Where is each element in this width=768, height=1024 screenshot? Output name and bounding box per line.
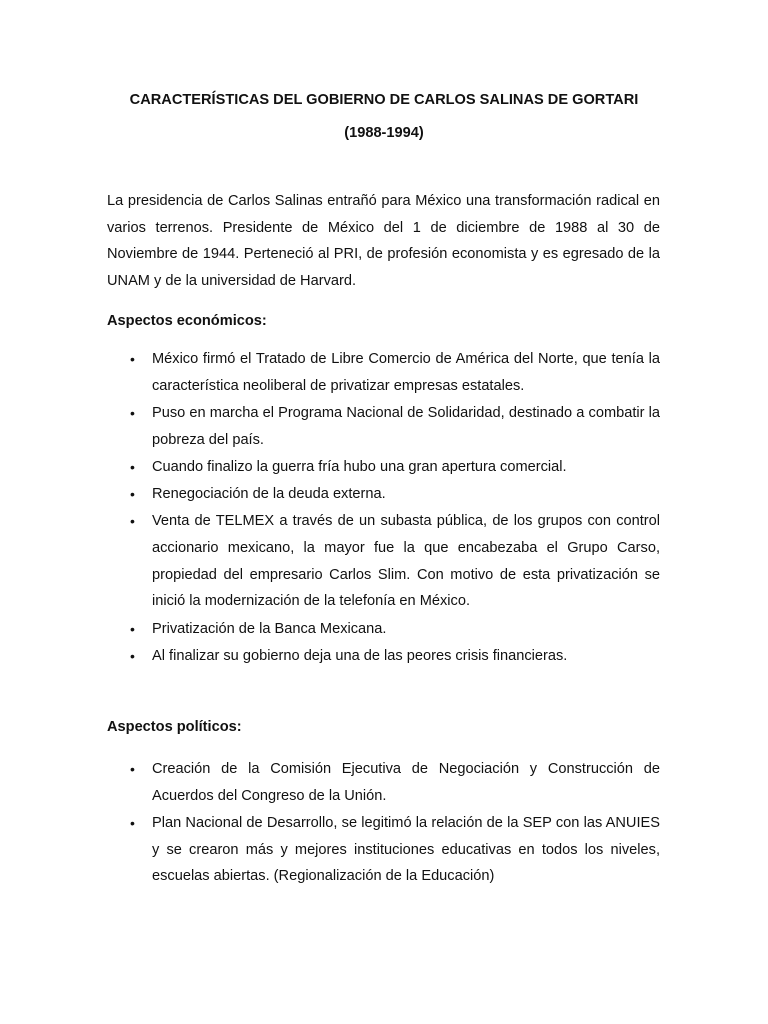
list-item (130, 508, 660, 615)
list-item (130, 346, 660, 399)
bullet-icon: • (130, 513, 135, 530)
bullet-icon: • (130, 404, 135, 421)
political-aspects-list (130, 756, 660, 891)
list-item (130, 454, 660, 481)
section-heading-economic: Aspectos económicos: (107, 313, 267, 329)
document-title: CARACTERÍSTICAS DEL GOBIERNO DE CARLOS SALINAS DE GORTARI (129, 92, 639, 108)
list-item (130, 756, 660, 809)
list-item-text: México firmó el Tratado de Libre Comercio de América del Norte, que tenía la característica neoliberal de privatizar empresas estatales. (152, 351, 660, 394)
list-item-text: Al finalizar su gobierno deja una de las peores crisis financieras. (152, 647, 568, 664)
list-item-text: Puso en marcha el Programa Nacional de Solidaridad, destinado a combatir la pobreza del país. (152, 404, 660, 448)
list-item-text: Plan Nacional de Desarrollo, se legitimó la relación de la SEP con las ANUIES y se crearon más y mejores instituciones educativas en todos los niveles, escuelas abiertas. (Regionalización de la Educación) (152, 814, 660, 885)
list-item-text: Renegociación de la deuda externa. (152, 486, 386, 503)
list-item (130, 481, 660, 508)
document-subtitle-years: (1988-1994) (344, 125, 424, 141)
bullet-icon: • (130, 647, 135, 664)
list-item-text: Privatización de la Banca Mexicana. (152, 620, 387, 637)
list-item (130, 400, 660, 453)
bullet-icon: • (130, 351, 135, 367)
section-heading-political: Aspectos políticos: (107, 719, 242, 735)
bullet-icon: • (130, 814, 135, 831)
list-item (130, 643, 660, 670)
list-item-text: Creación de la Comisión Ejecutiva de Negociación y Construcción de Acuerdos del Congreso de la Unión. (152, 761, 660, 804)
list-item-text: Cuando finalizo la guerra fría hubo una gran apertura comercial. (152, 458, 567, 475)
economic-aspects-list (130, 346, 660, 670)
bullet-icon: • (130, 620, 135, 637)
bullet-icon: • (130, 458, 135, 475)
list-item-text: Venta de TELMEX a través de un subasta pública, de los grupos con control accionario mexicano, la mayor fue la que encabezaba el Grupo Carso, propiedad del empresario Carlos Slim. Con motivo de esta privatización se inició la modernización de la telefonía en México. (152, 513, 660, 610)
bullet-icon: • (130, 761, 135, 777)
list-item (130, 810, 660, 890)
bullet-icon: • (130, 486, 135, 503)
list-item (130, 616, 660, 643)
intro-paragraph: La presidencia de Carlos Salinas entrañó para México una transformación radical en varios terrenos. Presidente de México del 1 de diciembre de 1988 al 30 de Noviembre de 1944. Perteneció al PRI, de profesión economista y es egresado de la UNAM y de la universidad de Harvard. (107, 193, 660, 290)
